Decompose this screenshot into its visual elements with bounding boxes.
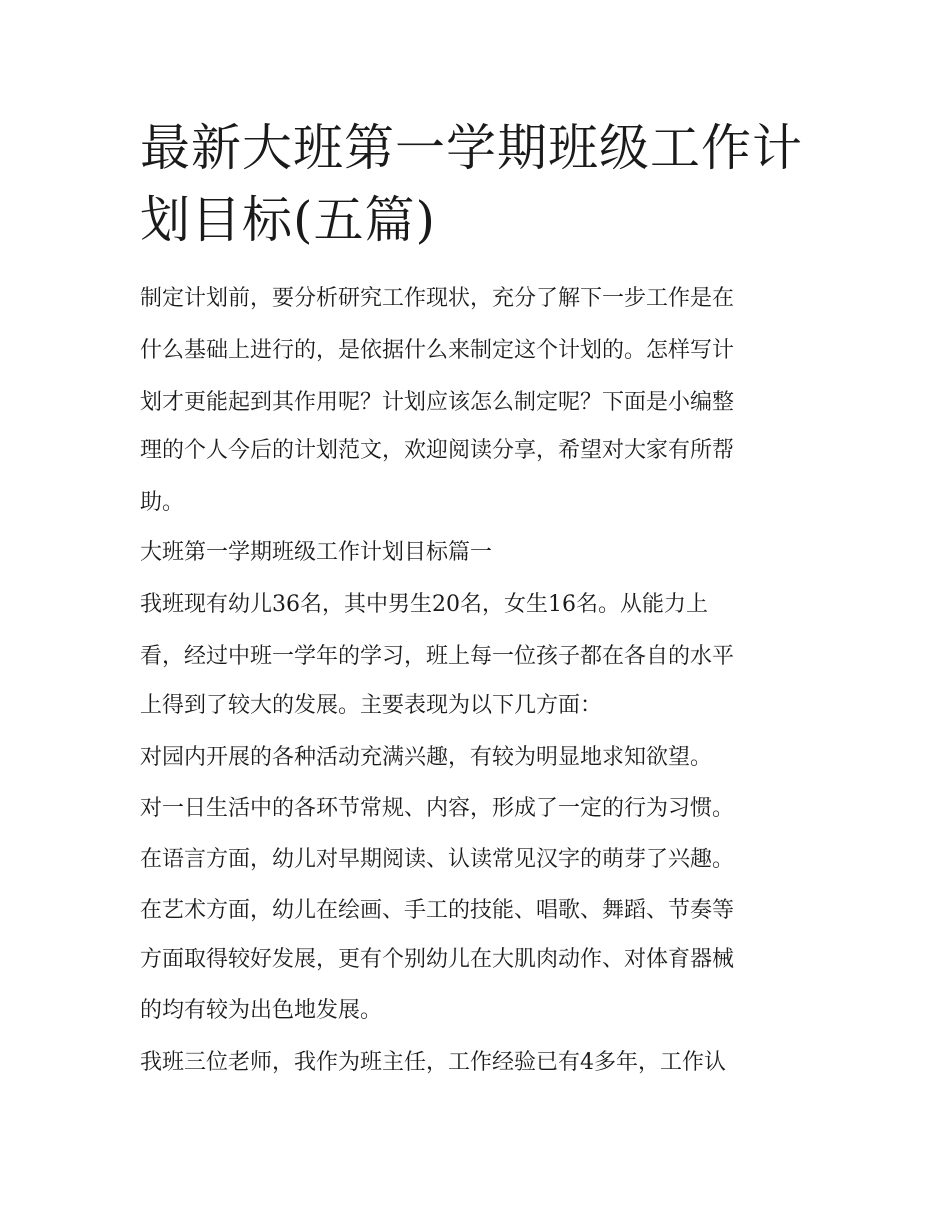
title-line-2: 划目标(五篇) [140,191,437,249]
paragraph-line: 对一日生活中的各环节常规、内容，形成了一定的行为习惯。 [140,796,735,821]
paragraph-line: 理的个人今后的计划范文，欢迎阅读分享，希望对大家有所帮 [140,438,735,463]
document-title [140,112,820,256]
title-line-1: 最新大班第一学期班级工作计 [140,119,803,177]
section-heading: 大班第一学期班级工作计划目标篇一 [140,540,493,565]
paragraph-line: 在语言方面，幼儿对早期阅读、认读常见汉字的萌芽了兴趣。 [140,847,735,872]
paragraph-line: 方面取得较好发展，更有个别幼儿在大肌肉动作、对体育器械 [140,947,735,972]
paragraph-line: 制定计划前，要分析研究工作现状，充分了解下一步工作是在 [140,286,735,311]
paragraph-line: 我班现有幼儿36名，其中男生20名，女生16名。从能力上 [140,592,708,617]
paragraph-line: 划才更能起到其作用呢？计划应该怎么制定呢？下面是小编整 [140,390,735,415]
paragraph-line: 什么基础上进行的，是依据什么来制定这个计划的。怎样写计 [140,338,735,363]
paragraph-line: 助。 [140,490,185,515]
paragraph-line: 的均有较为出色地发展。 [140,998,383,1023]
paragraph-line: 看，经过中班一学年的学习，班上每一位孩子都在各自的水平 [140,644,735,669]
paragraph-line: 对园内开展的各种活动充满兴趣，有较为明显地求知欲望。 [140,745,713,770]
paragraph-line: 上得到了较大的发展。主要表现为以下几方面： [140,693,603,718]
paragraph-line: 在艺术方面，幼儿在绘画、手工的技能、唱歌、舞蹈、节奏等 [140,898,735,923]
paragraph-line: 我班三位老师，我作为班主任，工作经验已有4多年，工作认 [140,1050,726,1075]
